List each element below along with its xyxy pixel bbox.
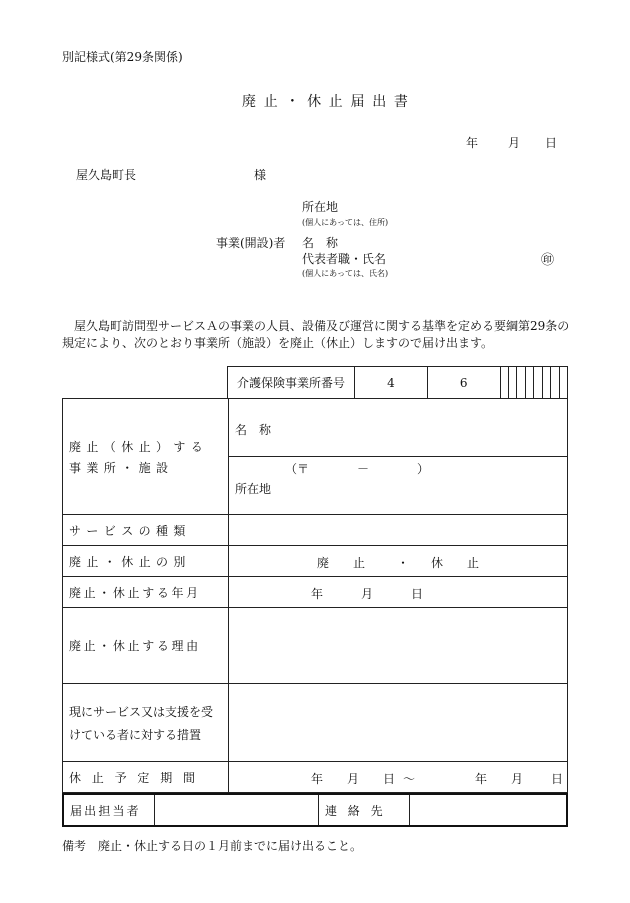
reason-field[interactable] [229,608,568,684]
kind-option-suspend[interactable]: 休 止 [431,556,480,570]
facility-name-field[interactable] [229,399,568,457]
contact-field[interactable] [410,794,568,826]
body-text: 屋久島町訪問型サービスＡの事業の人員、設備及び運営に関する基準を定める要綱第29条の規定により、次のとおり事業所（施設）を廃止（休止）しますので届け出ます。 [62,319,570,350]
address-note: (個人にあっては、住所) [302,218,389,227]
form-reference: 別記様式(第29条関係) [62,50,183,64]
applicant-name-label: 名 称 [302,236,339,250]
office-number-digit[interactable] [525,367,533,399]
date-year: 年 [466,136,479,150]
postal-code-field: （〒 － ） [285,462,430,476]
facility-name-label: 名 称 [235,423,272,437]
office-number-label: 介護保険事業所番号 [228,367,355,399]
date-day: 日 [545,136,558,150]
effective-year: 年 [311,587,324,601]
period-end-day: 日 [551,772,564,786]
measures-label-line2: けている者に対する措置 [69,727,202,742]
effective-day: 日 [411,587,424,601]
main-form-table [62,398,568,793]
person-in-charge-field[interactable] [155,794,319,826]
remarks-note: 備考 廃止・休止する日の１月前までに届け出ること。 [62,839,363,853]
office-number-digit[interactable] [500,367,508,399]
period-label: 休止予定期間 [63,762,229,793]
facility-label-line1: 廃止（休止）する [69,439,209,454]
page-title: 廃止・休止届出書 [242,94,416,110]
addressee-honorific: 様 [254,168,267,182]
effective-month: 月 [361,587,374,601]
office-number-digit[interactable]: 6 [427,367,500,399]
service-type-label: サービスの種類 [63,515,229,546]
contact-label: 連絡先 [319,794,410,826]
office-number-table [227,366,568,399]
measures-label-cell [63,684,229,762]
kind-label: 廃止・休止の別 [63,546,229,577]
address-label: 所在地 [302,200,339,214]
measures-label-line1: 現にサービス又は支援を受 [69,704,214,719]
person-in-charge-label: 届出担当者 [63,794,155,826]
office-number-digit[interactable] [509,367,517,399]
seal-mark: ㊞ [541,253,555,268]
date-label: 廃止・休止する年月 [63,577,229,608]
facility-label-cell [63,399,229,515]
period-end-month: 月 [511,772,524,786]
measures-field[interactable] [229,684,568,762]
representative-note: (個人にあっては、氏名) [302,269,389,278]
representative-label: 代表者職・氏名 [302,252,387,266]
office-number-digit[interactable] [517,367,525,399]
contact-table [62,793,568,827]
office-number-digit[interactable] [542,367,550,399]
suspension-period-field[interactable] [229,762,568,793]
period-tilde: 〜 [403,772,416,786]
period-start-month: 月 [347,772,360,786]
kind-field[interactable] [229,546,568,577]
reason-label: 廃止・休止する理由 [63,608,229,684]
date-month: 月 [508,136,521,150]
office-number-digit[interactable] [559,367,567,399]
applicant-label: 事業(開設)者 [216,236,286,250]
office-number-digit[interactable]: 4 [355,367,428,399]
period-end-year: 年 [475,772,488,786]
kind-option-abolish[interactable]: 廃 止 [317,556,366,570]
facility-label-line2: 事業所・施設 [69,460,174,475]
office-number-digit[interactable] [551,367,559,399]
facility-address-label: 所在地 [235,482,272,496]
period-start-year: 年 [311,772,324,786]
facility-address-field[interactable] [229,457,568,515]
effective-date-field[interactable] [229,577,568,608]
addressee-name: 屋久島町長 [76,168,137,182]
kind-separator: ・ [397,556,410,570]
period-start-day: 日 [383,772,396,786]
office-number-digit[interactable] [534,367,542,399]
service-type-field[interactable] [229,515,568,546]
